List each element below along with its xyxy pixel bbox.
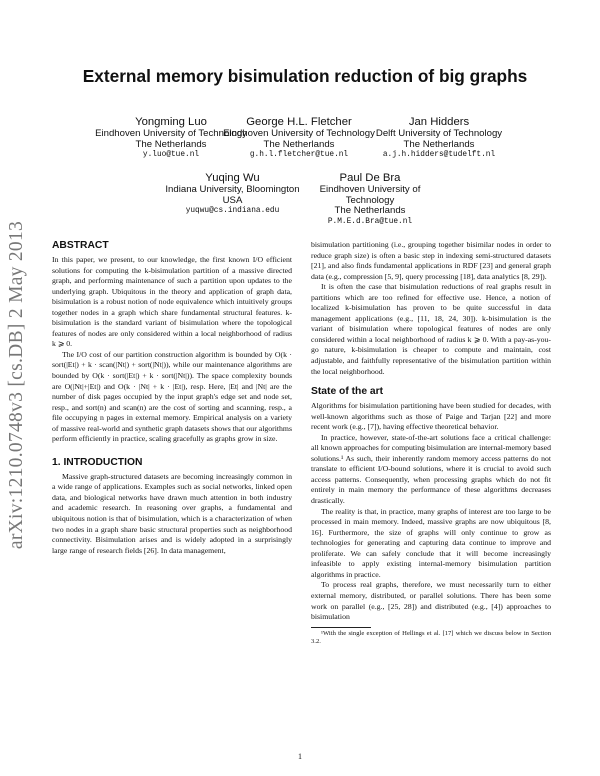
arxiv-identifier-sidebar	[6, 195, 28, 575]
author-name: Jan Hidders	[408, 116, 470, 128]
paper-title: External memory bisimulation reduction of big graphs	[82, 66, 528, 86]
author-name: Paul De Bra	[339, 172, 401, 184]
author-affiliation: Delft University of Technology	[375, 128, 503, 139]
author-affiliation: Eindhoven University of Technology	[223, 128, 375, 139]
author-affiliation: Indiana University, Bloomington	[165, 184, 300, 195]
author-country: The Netherlands	[403, 138, 475, 150]
footnote-rule	[311, 627, 371, 628]
author-name: Yongming Luo	[135, 116, 207, 128]
footnote: ¹With the single exception of Hellings et al. [17] which we discuss below in Section 3.2.	[311, 629, 551, 646]
author-country: USA	[222, 194, 243, 206]
author-name: Yuqing Wu	[205, 172, 260, 184]
author-country: The Netherlands	[263, 138, 335, 150]
body-paragraph: In practice, however, state-of-the-art solutions face a critical challenge: all known approaches for computing bisimulation are internal-memory based solutions.¹ As such, their inherently random memory access patterns do not translate to efficient I/O-bound solutions, where it is crucial to avoid such access patterns. Consequently, when processing graphs which do not fit entirely in main memory the performance of these algorithms decreases drastically.	[311, 432, 551, 506]
author-block	[354, 116, 524, 161]
abstract-paragraph: The I/O cost of our partition construction algorithm is bounded by O(k · sort(|Et|) + k · scan(|Nt|) + sort(|Nt|)), while our maintenance algorithms are bounded by O(k · sort(|Et|) + k · sort(|Nt|)). The space complexity bounds are O(|Nt|+|Et|) and O(k · |Nt| + k · |Et|), resp. Here, |Et| and |Nt| are the number of disk pages occupied by the input graph's edge set and node set, resp., and sort(n) and scan(n) are the cost of sorting and scanning, resp., a file occupying n pages in external memory. Empirical analysis on a variety of massive real-world and synthetic graph datasets shows that our algorithms perform efficiently in practice, scaling gracefully as graphs grow in size.	[52, 349, 292, 444]
author-email: yuqwu@cs.indiana.edu	[185, 207, 280, 215]
body-paragraph: Massive graph-structured datasets are becoming increasingly common in a wide range of applications. Examples such as social networks, linked open data, and biological networks have drawn much attention in both industry and academic research. In reasoning over graphs, a fundamental and ubiquitous notion is that of bisimulation, which is a characterization of when two nodes in a graph share basic structural properties such as neighborhood connectivity. Bisimulation arises and is widely adopted in a surprisingly large range of research fields [26]. In data management,	[52, 471, 292, 555]
right-column	[311, 240, 551, 647]
author-affiliation: Eindhoven University of Technology	[319, 184, 421, 206]
author-email: g.h.l.fletcher@tue.nl	[249, 151, 349, 159]
author-block	[160, 172, 305, 217]
body-paragraph: Algorithms for bisimulation partitioning have been studied for decades, with well-known algorithms such as those of Paige and Tarjan [22] and more recent work (e.g., [7]), having effective theoretical behavior.	[311, 401, 551, 432]
author-country: The Netherlands	[334, 205, 406, 216]
introduction-heading: 1. INTRODUCTION	[52, 456, 143, 468]
body-paragraph: It is often the case that bisimulation reductions of real graphs result in partitions which are too refined for effective use. Hence, a notion of localized k-bisimulation has proven to be quite successful in data management applications (e.g., [11, 18, 24, 30]). k-bisimulation is the variant of bisimulation where topological features of nodes are only considered within a local neighborhood of radius k ⩾ 0. With a pay-as-you-go nature, k-bisimulation is cheaper to compute and maintain, cost adjustable, and faithfully representative of the bisimulation partition within the local neighborhood.	[311, 282, 551, 376]
arxiv-id-text: arXiv:1210.0748v3 [cs.DB] 2 May 2013	[6, 220, 27, 550]
page-number: 1	[298, 752, 302, 761]
author-block	[295, 172, 445, 228]
abstract-paragraph: In this paper, we present, to our knowledge, the first known I/O efficient solutions for computing the k-bisimulation partition of a massive directed graph, and performing maintenance of such a partition upon updates to the underlying graph. Ubiquitous in the theory and application of graph data, bisimulation is a robust notion of node equivalence which intuitively groups together nodes in a graph which share fundamental structural features. k-bisimulation is the standard variant of bisimulation where the topological features of nodes are only considered within a local neighborhood of radius k ⩾ 0.	[52, 255, 292, 349]
section-heading: State of the art	[311, 386, 384, 398]
body-paragraph: bisimulation partitioning (i.e., grouping together bisimilar nodes in order to reduce graph size) is often a basic step in indexing semi-structured datasets [21], and also finds fundamental applications in RDF [23] and general graph data (e.g., compression [5, 9], query processing [18], data analytics [8, 29]).	[311, 240, 551, 281]
left-column	[52, 240, 292, 556]
abstract-heading: ABSTRACT	[52, 240, 109, 251]
author-email: P.M.E.d.Bra@tue.nl	[327, 217, 413, 226]
author-affiliation: Eindhoven University of Technology	[95, 128, 247, 139]
author-name: George H.L. Fletcher	[246, 116, 352, 128]
body-paragraph: The reality is that, in practice, many graphs of interest are too large to be processed in main memory. Indeed, massive graphs are now ubiquitous [8, 16]. Furthermore, the size of graphs will only continue to grow as technologies for generating and capturing data continue to improve and proliferate. We can safely conclude that it will become increasingly infeasible to apply existing internal-memory bisimulation partition algorithms in practice.	[311, 506, 551, 579]
author-email: a.j.h.hidders@tudelft.nl	[382, 151, 496, 159]
author-email: y.luo@tue.nl	[142, 151, 200, 159]
author-country: The Netherlands	[135, 138, 207, 150]
body-paragraph: To process real graphs, therefore, we must necessarily turn to either external memory, distributed, or parallel solutions. There has been some work on parallel (e.g., [25, 28]) and distributed (e.g., [4]) approaches to bisimulation	[311, 580, 551, 622]
